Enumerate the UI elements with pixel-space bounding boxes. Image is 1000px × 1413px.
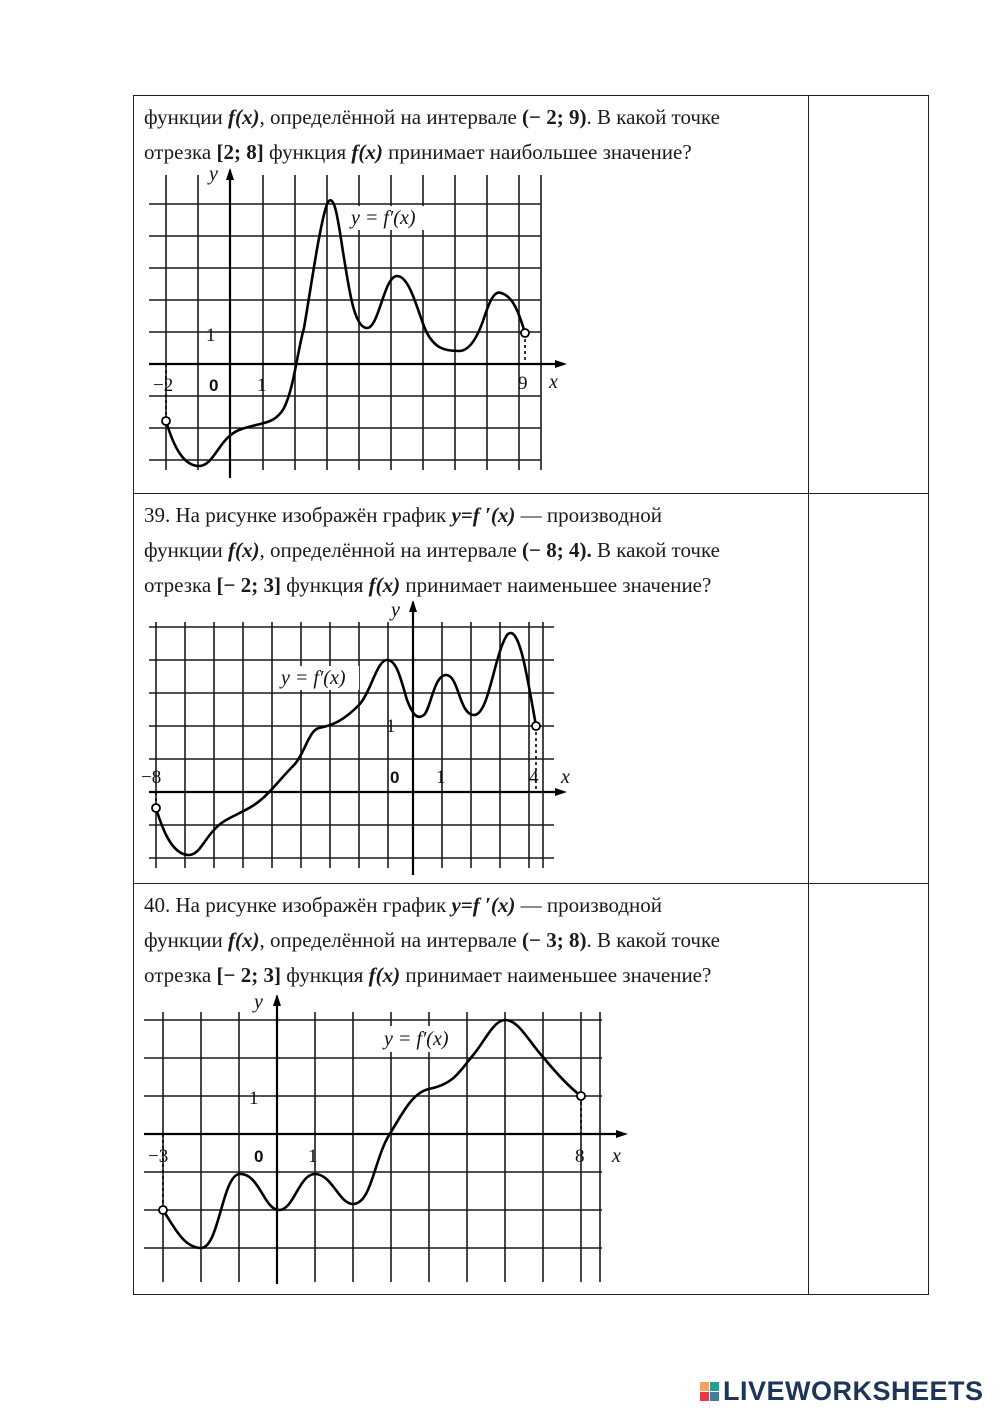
derivative-graph — [139, 600, 589, 878]
x-axis-label: x — [549, 371, 558, 393]
task-row-39 — [134, 494, 928, 884]
curve-label: y = f′(x) — [351, 207, 416, 229]
function-term: f(x) — [228, 928, 260, 952]
brand-name: LIVEWORKSHEETS — [723, 1376, 984, 1406]
question-line: отрезка [− 2; 3] функция f(x) принимает наименьшее значение? — [144, 573, 712, 597]
function-term: f(x) — [351, 140, 383, 164]
x-axis-label: x — [561, 766, 570, 788]
left-bound-label: −3 — [148, 1146, 169, 1167]
answer-cell[interactable] — [809, 494, 928, 883]
origin-label: 0 — [390, 768, 400, 787]
bold-term: [2; 8] — [216, 140, 264, 164]
unit-x-label: 1 — [308, 1146, 318, 1167]
unit-x-label: 1 — [436, 767, 446, 788]
logo-square — [700, 1392, 709, 1401]
question-text — [144, 498, 808, 603]
question-line: функции f(x), определённой на интервале (− 3; 8). В какой точке — [144, 928, 720, 952]
function-term: f(x) — [228, 538, 260, 562]
y-axis-label: y — [254, 992, 263, 1013]
left-bound-label: −2 — [153, 375, 174, 396]
bold-term: (− 3; 8) — [522, 928, 587, 952]
question-line: функции f(x), определённой на интервале (− 8; 4). В какой точке — [144, 538, 720, 562]
function-term: f(x) — [368, 573, 401, 597]
grid — [144, 1012, 602, 1282]
liveworksheets-logo — [700, 1376, 984, 1407]
bold-term: [− 2; 3] — [216, 573, 281, 597]
grid — [149, 622, 554, 868]
question-cell — [134, 96, 809, 493]
logo-square — [710, 1382, 719, 1391]
derivative-graph — [134, 992, 634, 1284]
logo-mark-icon — [700, 1382, 719, 1401]
derivative-curve — [166, 200, 525, 466]
question-line: отрезка [− 2; 3] функция f(x) принимает наименьшее значение? — [144, 963, 712, 987]
bold-term: [− 2; 3] — [216, 963, 281, 987]
task-row-38 — [134, 96, 928, 494]
y-axis-label: y — [209, 168, 218, 185]
question-text — [144, 888, 808, 993]
left-bound-label: −8 — [141, 767, 162, 788]
bold-term: (− 8; 4). — [522, 538, 592, 562]
unit-y-label: 1 — [386, 716, 396, 737]
question-text — [144, 100, 808, 170]
y-axis-label: y — [391, 600, 400, 621]
unit-y-label: 1 — [249, 1088, 259, 1109]
question-line: отрезка [2; 8] функция f(x) принимает наибольшее значение? — [144, 140, 692, 164]
task-row-40 — [134, 884, 928, 1294]
derivative-graph — [139, 168, 579, 488]
question-line: 40. На рисунке изображён график y=f ′(x) — производной — [144, 893, 663, 917]
question-line: функции f(x), определённой на интервале (− 2; 9). В какой точке — [144, 105, 720, 129]
logo-square — [700, 1382, 709, 1391]
curve-label: y = f′(x) — [281, 667, 346, 689]
right-bound-label: 4 — [529, 767, 539, 788]
question-cell — [134, 884, 809, 1294]
function-term: y=f ′(x) — [451, 503, 516, 527]
right-bound-label: 8 — [575, 1146, 585, 1167]
origin-label: 0 — [254, 1147, 264, 1166]
unit-y-label: 1 — [206, 325, 216, 346]
question-line: 39. На рисунке изображён график y=f ′(x) — производной — [144, 503, 663, 527]
curve-label: y = f′(x) — [384, 1028, 449, 1050]
answer-cell[interactable] — [809, 884, 928, 1294]
x-axis-label: x — [612, 1145, 621, 1167]
bold-term: (− 2; 9) — [522, 105, 587, 129]
answer-cell[interactable] — [809, 96, 928, 493]
question-cell — [134, 494, 809, 883]
logo-square — [710, 1392, 719, 1401]
task-table — [133, 95, 929, 1295]
function-term: y=f ′(x) — [451, 893, 516, 917]
right-bound-label: 9 — [518, 373, 528, 394]
function-term: f(x) — [368, 963, 401, 987]
unit-x-label: 1 — [257, 375, 267, 396]
origin-label: 0 — [209, 376, 219, 395]
function-term: f(x) — [228, 105, 260, 129]
